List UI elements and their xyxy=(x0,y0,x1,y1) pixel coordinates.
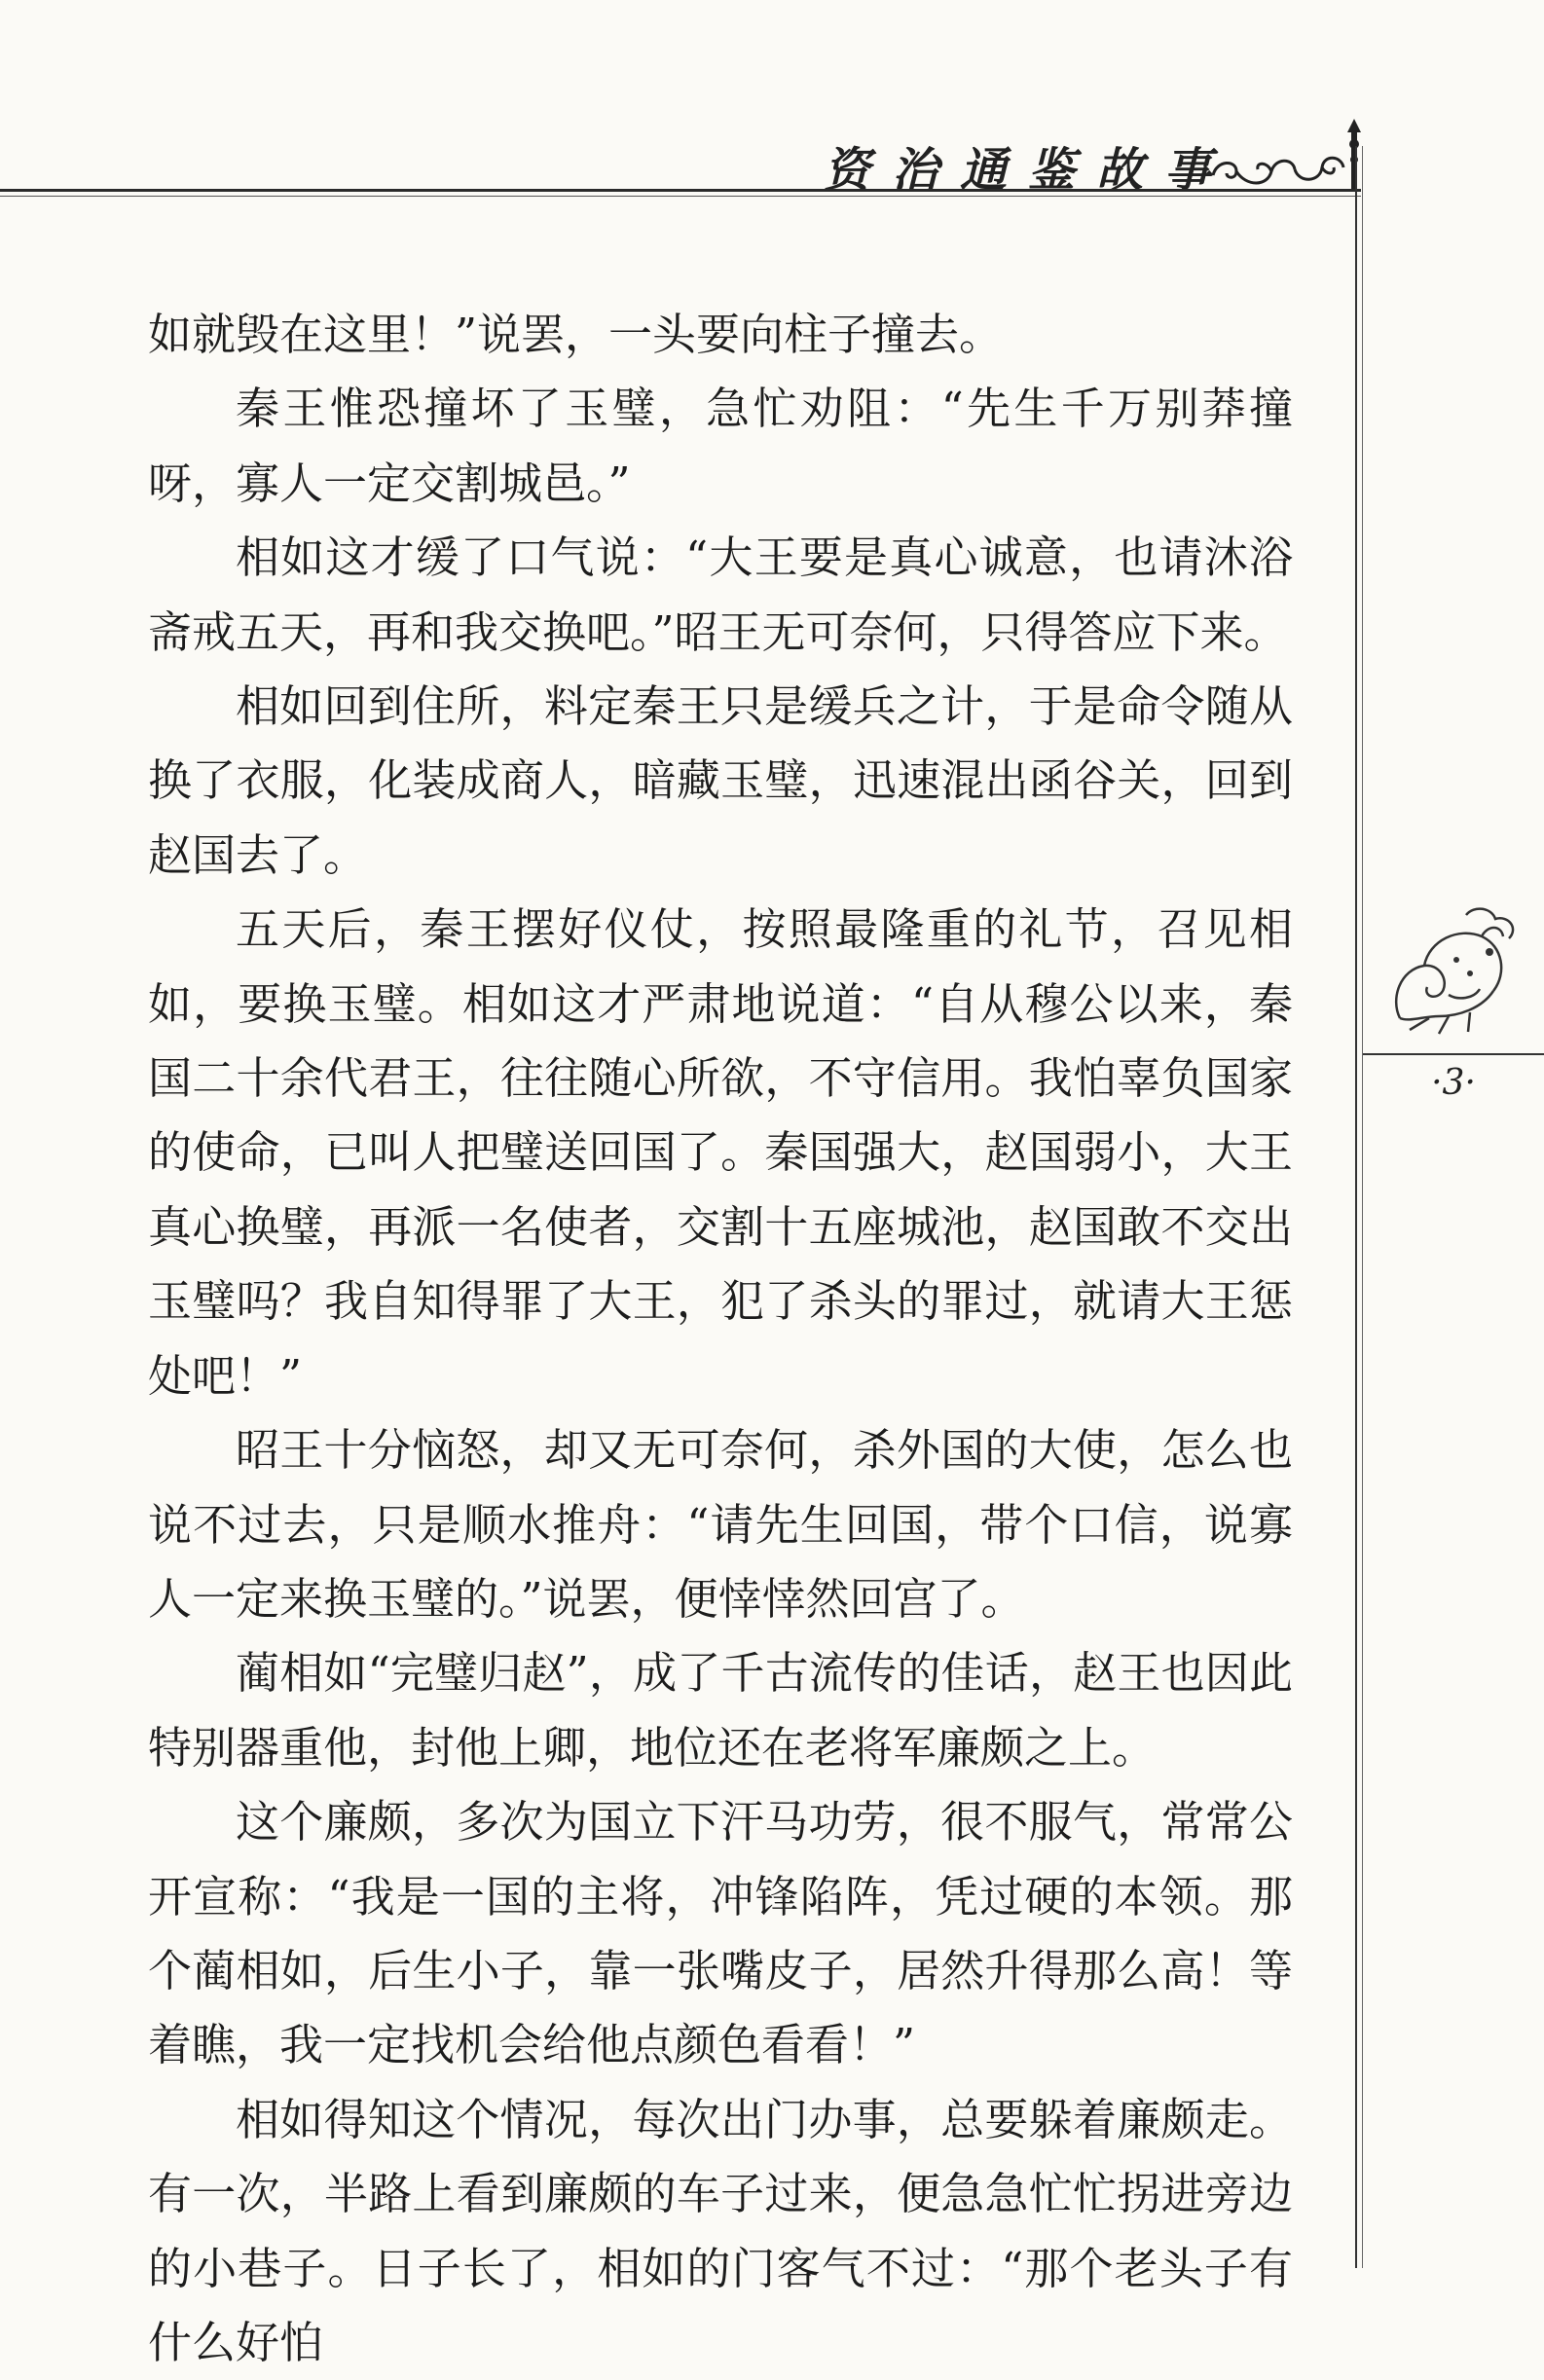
paragraph: 昭王十分恼怒，却又无可奈何，杀外国的大使，怎么也说不过去，只是顺水推舟：“请先生回国，带个口信，说寡人一定来换玉璧的。”说罢，便悻悻然回宫了。 xyxy=(148,1424,1293,1625)
page-number-rule xyxy=(1363,1053,1544,1055)
header-rule-thick xyxy=(0,189,1361,192)
running-header-title: 资治通鉴故事 xyxy=(824,143,1233,198)
scroll-ornament-icon xyxy=(1207,115,1373,197)
margin-rule-thin xyxy=(1362,146,1363,2268)
paragraph: 五天后，秦王摆好仪仗，按照最隆重的礼节，召见相如，要换玉璧。相如这才严肃地说道：“自从穆公以来，秦国二十余代君王，往往随心所欲，不守信用。我怕辜负国家的使命，已叫人把璧送回国了。秦国强大，赵国弱小，大王真心换璧，再派一名使者，交割十五座城池，赵国敢不交出玉璧吗？我自知得罪了大王，犯了杀头的罪过，就请大王惩处吧！” xyxy=(148,903,1293,1402)
paragraph: 相如回到住所，料定秦王只是缓兵之计，于是命令随从换了衣服，化装成商人，暗藏玉璧，迅速混出函谷关，回到赵国去了。 xyxy=(148,680,1293,881)
paragraph: 相如这才缓了口气说：“大王要是真心诚意，也请沐浴斋戒五天，再和我交换吧。”昭王无可奈何，只得答应下来。 xyxy=(148,531,1293,658)
body-text xyxy=(148,298,1293,2380)
paragraph: 蔺相如“完璧归赵”，成了千古流传的佳话，赵王也因此特别器重他，封他上卿，地位还在老将军廉颇之上。 xyxy=(148,1647,1293,1774)
dragon-emblem-icon xyxy=(1380,901,1526,1047)
paragraph: 这个廉颇，多次为国立下汗马功劳，很不服气，常常公开宣称：“我是一国的主将，冲锋陷阵，凭过硬的本领。那个蔺相如，后生小子，靠一张嘴皮子，居然升得那么高！等着瞧，我一定找机会给他点颜色看看！” xyxy=(148,1796,1293,2071)
page-number: ·3· xyxy=(1431,1063,1476,1103)
paragraph: 秦王惟恐撞坏了玉璧，急忙劝阻：“先生千万别莽撞呀，寡人一定交割城邑。” xyxy=(148,383,1293,509)
margin-rule-thick xyxy=(1355,146,1357,2268)
header-rule-thin xyxy=(0,196,1361,197)
paragraph: 如就毁在这里！”说罢，一头要向柱子撞去。 xyxy=(148,309,1004,360)
paragraph: 相如得知这个情况，每次出门办事，总要躲着廉颇走。有一次，半路上看到廉颇的车子过来，便急急忙忙拐进旁边的小巷子。日子长了，相如的门客气不过：“那个老头子有什么好怕 xyxy=(148,2093,1293,2368)
